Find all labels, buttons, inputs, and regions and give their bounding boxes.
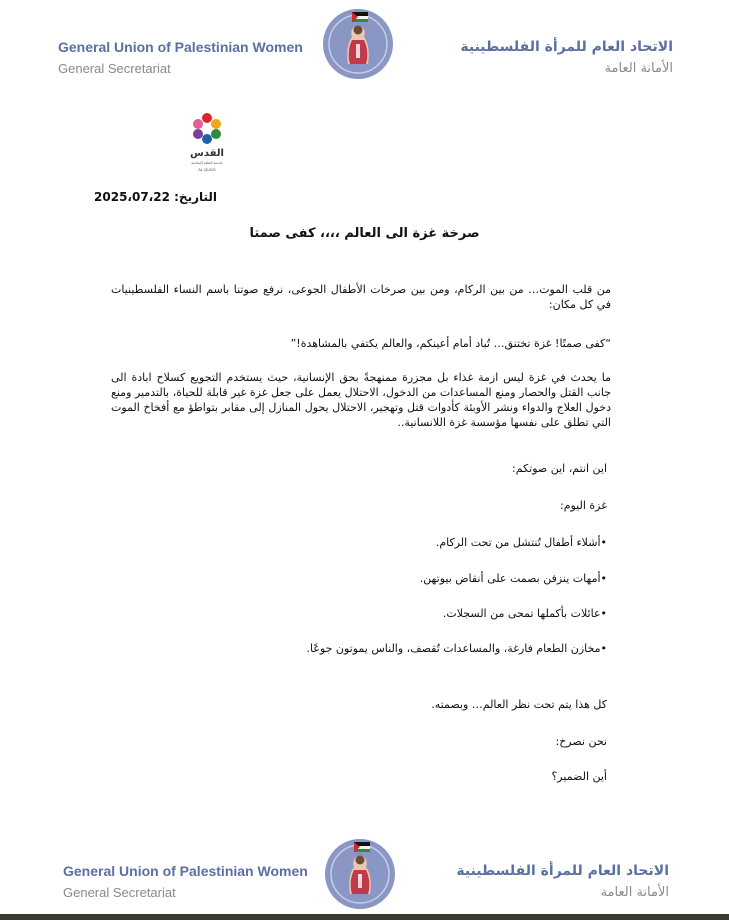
letterhead-header xyxy=(0,8,729,88)
paragraph-main: ما يحدث في غزة ليس ازمة غذاء بل مجزرة ممنهجةً بحق الإنسانية، حيث يستخدم التجويع كسلاح ابادة الى جانب القتل والحصار ومنع المساعدات من الدخول، الاحتلال يعمل على جعل غزة غير قابلة للحياة، بالتدمير ومنع دخول العلاج والدواء ونشر الأوبئة كأدوات قتل وتهجير، الاحتلال يحول المنازل إلى مقابر بتواطؤ مع أفخاخ الموت التي تطلق على نفسها مؤسسة غزة اللانسانية.. xyxy=(111,371,611,429)
secretariat-ar: الأمانة العامة xyxy=(604,61,673,76)
list-item: •عائلات بأكملها تمحى من السجلات. xyxy=(442,607,607,620)
quds-logo-subtitle: عاصمة الثقافة الإسلامية xyxy=(191,161,223,165)
footer-org-name-en: General Union of Palestinian Women xyxy=(63,863,308,879)
quds-logo-english: AL QUDS xyxy=(198,167,216,172)
paragraph-quote: “كفى صمتًا! غزة تختنق… تُباد أمام أعينكم، والعالم يكتفي بالمشاهدة!” xyxy=(290,337,611,350)
union-emblem-icon xyxy=(322,8,394,80)
list-item: •أمهات ينزفن بصمت على أنقاض بيوتهن. xyxy=(419,572,607,585)
line-where-conscience: أين الضمير؟ xyxy=(551,770,607,783)
document-date: التاريخ: 2025،07،22 xyxy=(94,190,217,204)
paragraph-intro: من قلب الموت… من بين الركام، ومن بين صرخات الأطفال الجوعى، نرفع صوتنا باسم النساء الفلسطينيات في كل مكان: xyxy=(111,283,611,311)
line-gaza-today: غزة اليوم: xyxy=(559,499,607,512)
footer-secretariat-en: General Secretariat xyxy=(63,885,176,900)
al-quds-logo-icon xyxy=(182,108,232,178)
window-bottom-edge xyxy=(0,914,729,920)
line-we-scream: نحن نصرخ: xyxy=(555,735,607,748)
list-item: •أشلاء أطفال تُنتشل من تحت الركام. xyxy=(435,536,607,549)
footer-secretariat-ar: الأمانة العامة xyxy=(600,885,669,900)
letterhead-footer xyxy=(0,832,729,912)
footer-union-emblem-icon xyxy=(324,838,396,910)
line-world-watching: كل هذا يتم تحت نظر العالم… وبصمته. xyxy=(431,698,607,711)
line-where-are-you: اين انتم، اين صوتكم: xyxy=(512,462,607,475)
list-item: •مخازن الطعام فارغة، والمساعدات تُقصف، والناس يموتون جوعًا. xyxy=(306,642,607,655)
org-name-arabic xyxy=(460,38,673,78)
org-name-ar: الاتحاد العام للمرأة الفلسطينية xyxy=(460,39,673,55)
footer-org-name-english xyxy=(63,862,308,902)
quds-logo-arabic: القدس xyxy=(190,148,224,159)
footer-org-name-arabic xyxy=(456,862,669,902)
org-name-en: General Union of Palestinian Women xyxy=(58,39,303,55)
org-name-english xyxy=(58,38,303,78)
secretariat-en: General Secretariat xyxy=(58,61,171,76)
footer-org-name-ar: الاتحاد العام للمرأة الفلسطينية xyxy=(456,863,669,879)
document-title: صرخة غزة الى العالم ،،،، كفى صمتا xyxy=(249,226,480,241)
